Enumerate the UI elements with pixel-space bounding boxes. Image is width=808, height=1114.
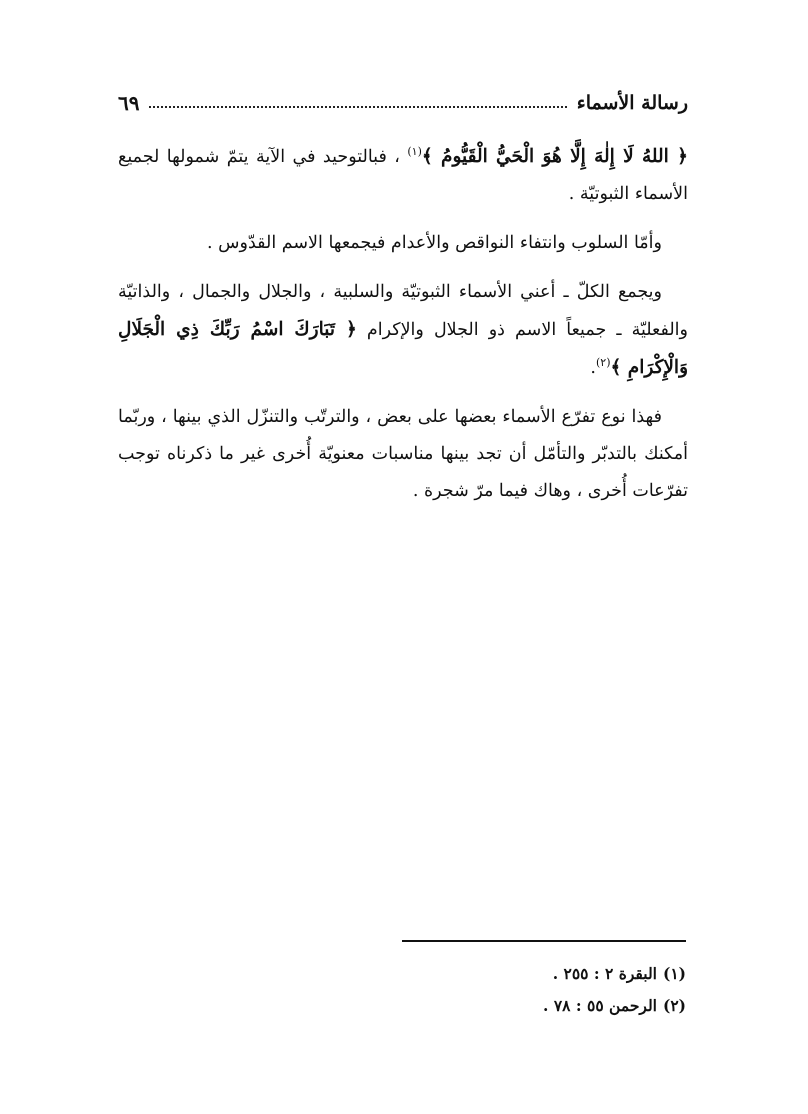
footnote-ref-2[interactable]: (٢)	[595, 356, 611, 370]
page-header	[118, 88, 688, 118]
footnote-text: البقرة ٢ : ٢٥٥ .	[552, 964, 657, 983]
footnote-number: (١)	[662, 964, 686, 983]
paragraph-3-text: ويجمع الكلّ ـ أعني الأسماء الثبوتيّة والسلبية ، والجلال والجمال ، والذاتيّة والفعليّة ـ جميعاً الاسم ذو الجلال والإكرام	[118, 282, 688, 340]
footnotes	[402, 958, 686, 1022]
paragraph-1	[118, 138, 688, 213]
footnote-text: الرحمن ٥٥ : ٧٨ .	[543, 996, 657, 1015]
paragraph-2-text: وأمّا السلوب وانتفاء النواقص والأعدام فيجمعها الاسم القدّوس .	[207, 233, 662, 253]
footnote-2	[402, 990, 686, 1022]
page-number: ٦٩	[118, 91, 140, 115]
footnote-separator	[402, 940, 686, 942]
paragraph-4	[118, 399, 688, 510]
quran-verse-1: ﴿ اللهُ لَا إِلٰهَ إِلَّا هُوَ الْحَيُّ الْقَيُّومُ ﴾	[421, 146, 688, 167]
running-title: رسالة الأسماء	[576, 92, 688, 114]
paragraph-3-end: .	[590, 358, 596, 378]
header-dot-leader	[149, 98, 566, 108]
footnote-1	[402, 958, 686, 990]
body-text	[118, 138, 688, 522]
footnote-number: (٢)	[662, 996, 686, 1015]
paragraph-1-text: ، فبالتوحيد في الآية يتمّ شمولها لجميع الأسماء الثبوتيّة .	[118, 147, 688, 204]
footnote-ref-1[interactable]: (١)	[407, 145, 422, 159]
paragraph-3	[118, 274, 688, 387]
paragraph-4-text: فهذا نوع تفرّع الأسماء بعضها على بعض ، والترتّب والتنزّل الذي بينها ، وربّما أمكنك بالتدبّر والتأمّل أن تجد بينها مناسبات معنويّة أُخرى غير ما ذكرناه توجب تفرّعات أُخرى ، وهاك فيما مرّ شجرة .	[118, 407, 688, 501]
paragraph-2	[118, 225, 688, 262]
quran-verse-2: ﴿ تَبَارَكَ اسْمُ رَبِّكَ ذِي الْجَلَالِ وَالْإِكْرَامِ ﴾	[118, 319, 688, 378]
